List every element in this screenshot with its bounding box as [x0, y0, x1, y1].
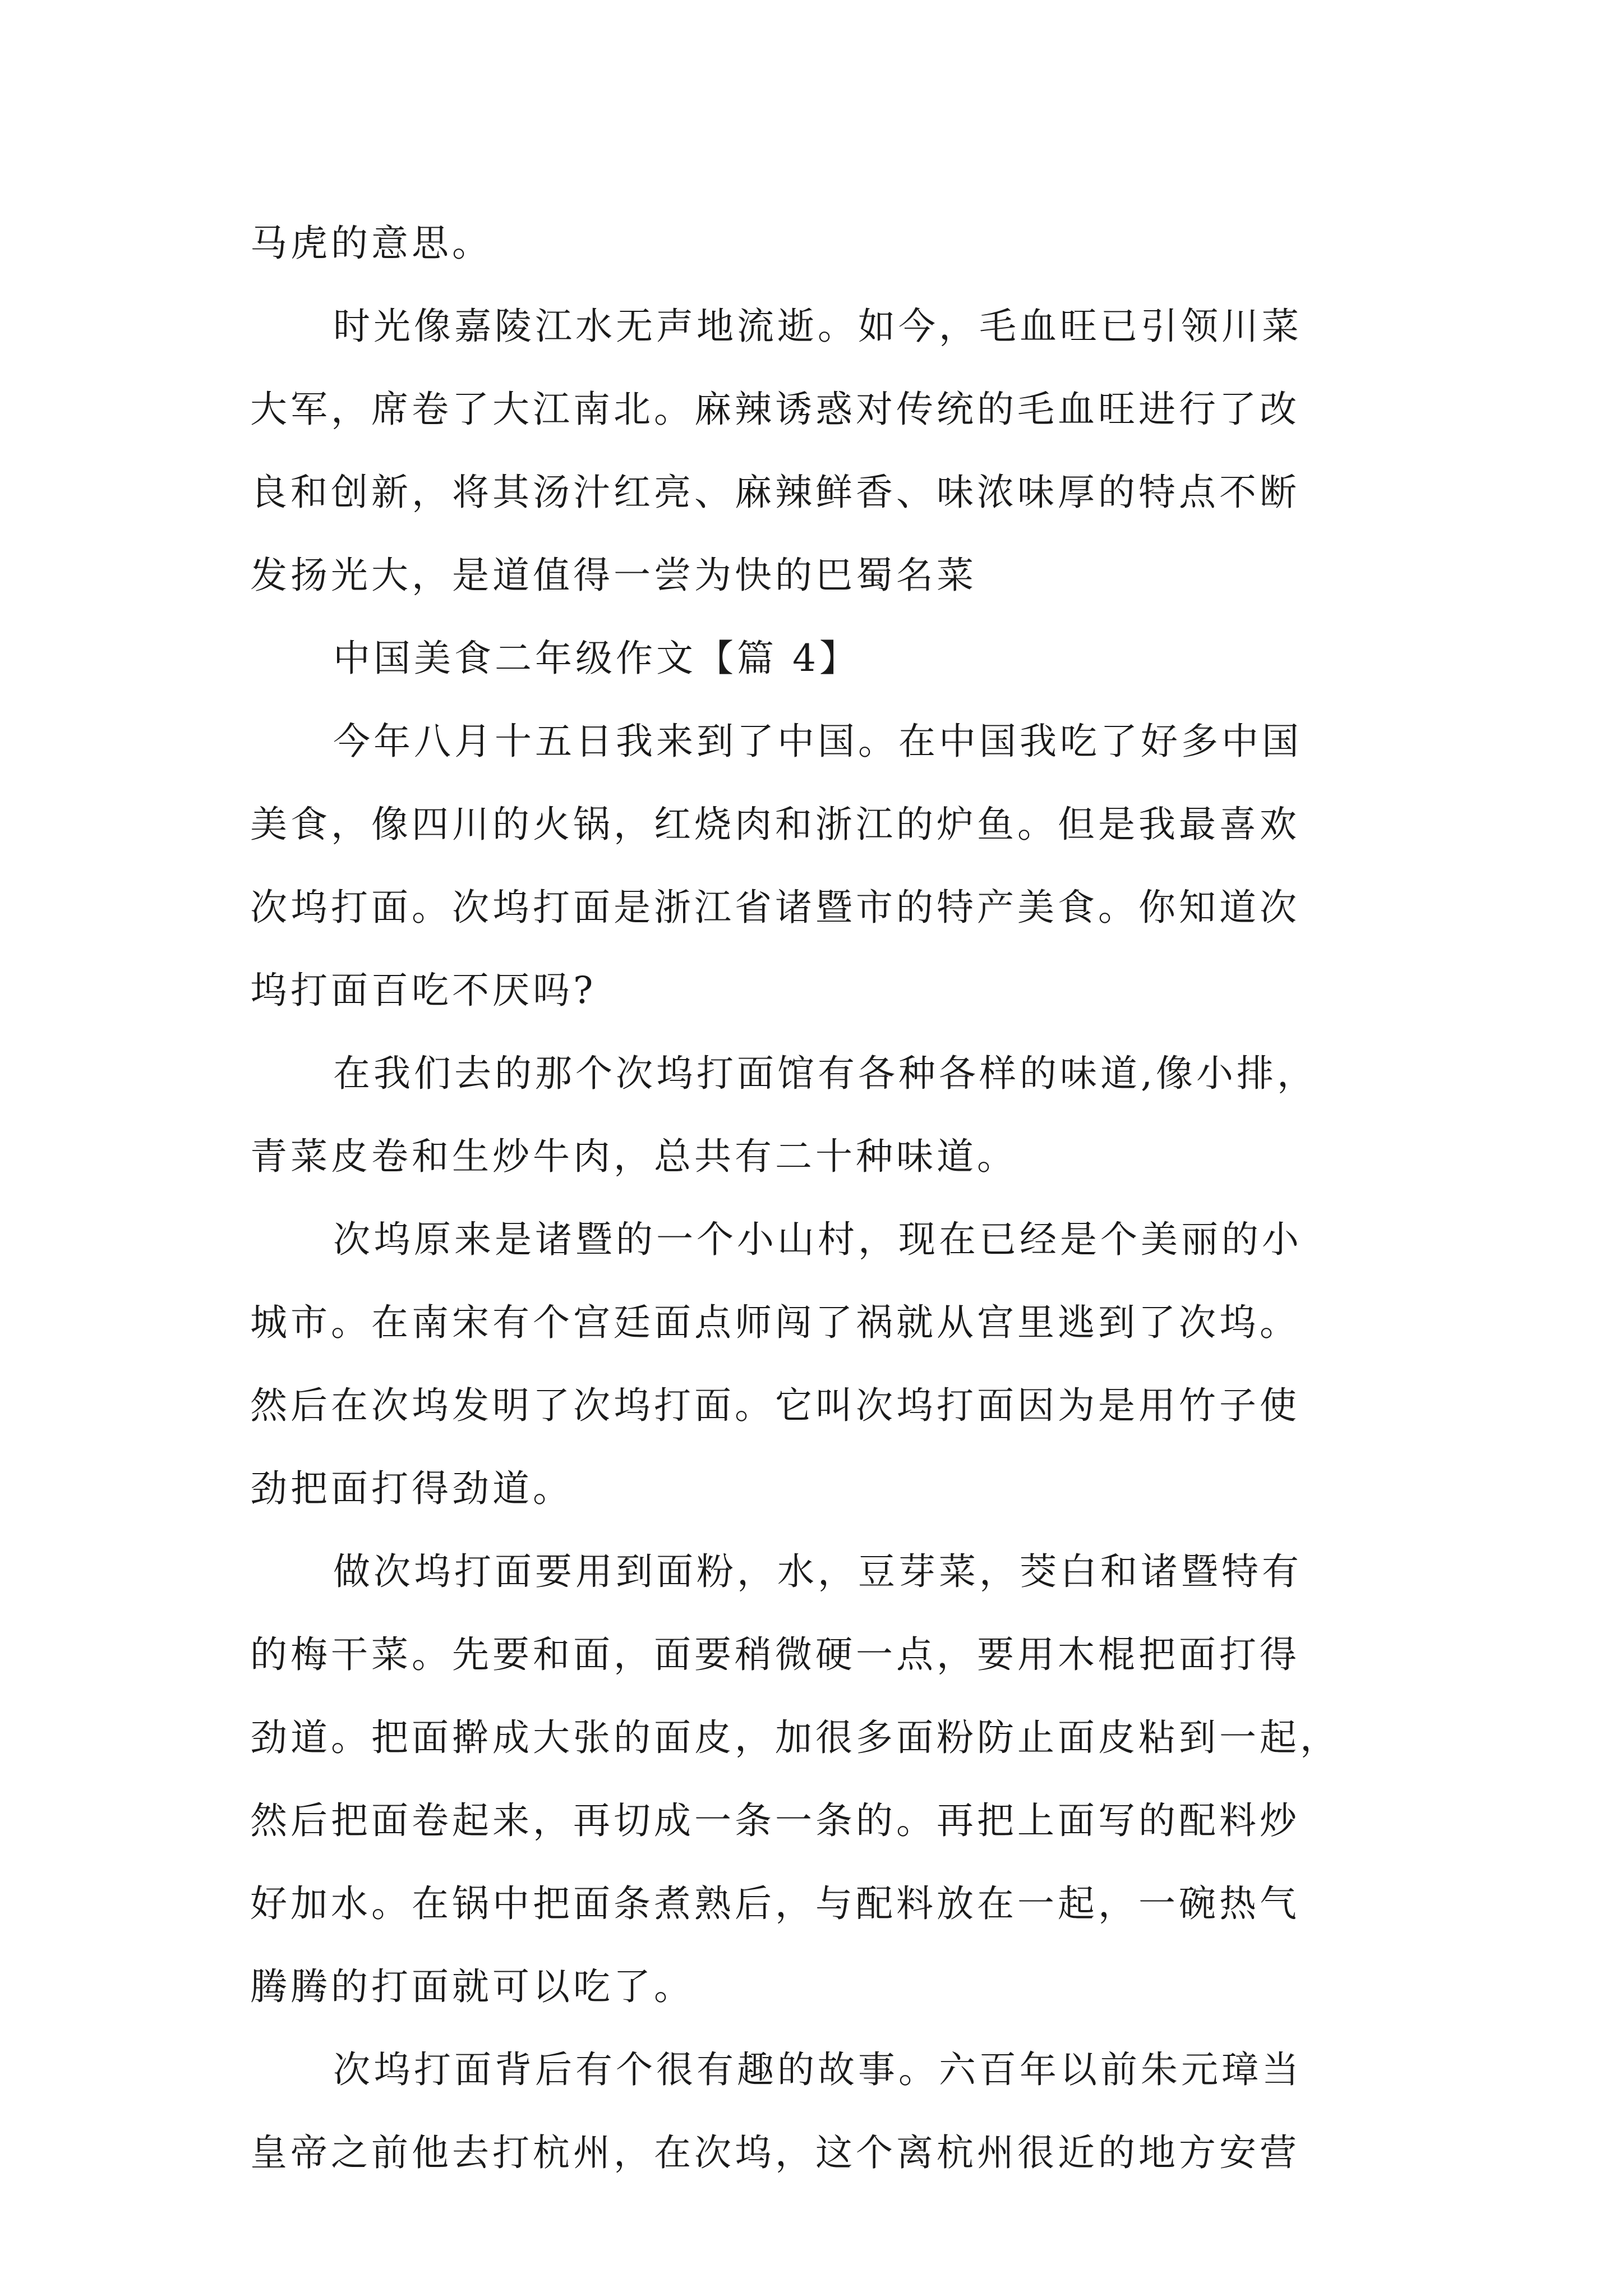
text-line: 次坞原来是诸暨的一个小山村，现在已经是个美丽的小	[333, 1218, 1302, 1261]
text-line: 劲把面打得劲道。	[250, 1467, 573, 1510]
text-line: 时光像嘉陵江水无声地流逝。如今，毛血旺已引领川菜	[333, 305, 1302, 348]
document-body	[250, 202, 1394, 2194]
text-line: 然后在次坞发明了次坞打面。它叫次坞打面因为是用竹子使	[250, 1384, 1300, 1427]
text-line: 在我们去的那个次坞打面馆有各种各样的味道,像小排，	[333, 1052, 1317, 1095]
text-line: 城市。在南宋有个宫廷面点师闯了祸就从宫里逃到了次坞。	[250, 1301, 1300, 1344]
text-line: 的梅干菜。先要和面，面要稍微硬一点，要用木棍把面打得	[250, 1633, 1300, 1676]
text-line: 做次坞打面要用到面粉，水，豆芽菜，茭白和诸暨特有	[333, 1550, 1302, 1593]
text-line: 今年八月十五日我来到了中国。在中国我吃了好多中国	[333, 720, 1302, 763]
text-line: 马虎的意思。	[250, 222, 492, 265]
text-line: 次坞打面背后有个很有趣的故事。六百年以前朱元璋当	[333, 2048, 1302, 2091]
text-line: 中国美食二年级作文【篇 4】	[333, 637, 860, 680]
text-line: 大军，席卷了大江南北。麻辣诱惑对传统的毛血旺进行了改	[250, 388, 1300, 431]
text-line: 发扬光大，是道值得一尝为快的巴蜀名菜	[250, 554, 977, 597]
text-line: 青菜皮卷和生炒牛肉，总共有二十种味道。	[250, 1135, 1017, 1178]
text-line: 好加水。在锅中把面条煮熟后，与配料放在一起，一碗热气	[250, 1882, 1300, 1925]
text-line: 皇帝之前他去打杭州，在次坞，这个离杭州很近的地方安营	[250, 2131, 1300, 2174]
text-line: 腾腾的打面就可以吃了。	[250, 1965, 694, 2008]
text-line: 然后把面卷起来，再切成一条一条的。再把上面写的配料炒	[250, 1799, 1300, 1842]
text-line: 良和创新，将其汤汁红亮、麻辣鲜香、味浓味厚的特点不断	[250, 471, 1300, 514]
text-line: 美食，像四川的火锅，红烧肉和浙江的炉鱼。但是我最喜欢	[250, 803, 1300, 846]
text-line: 次坞打面。次坞打面是浙江省诸暨市的特产美食。你知道次	[250, 886, 1300, 929]
text-line: 劲道。把面擀成大张的面皮，加很多面粉防止面皮粘到一起，	[250, 1716, 1340, 1759]
text-line: 坞打面百吃不厌吗?	[250, 969, 597, 1012]
